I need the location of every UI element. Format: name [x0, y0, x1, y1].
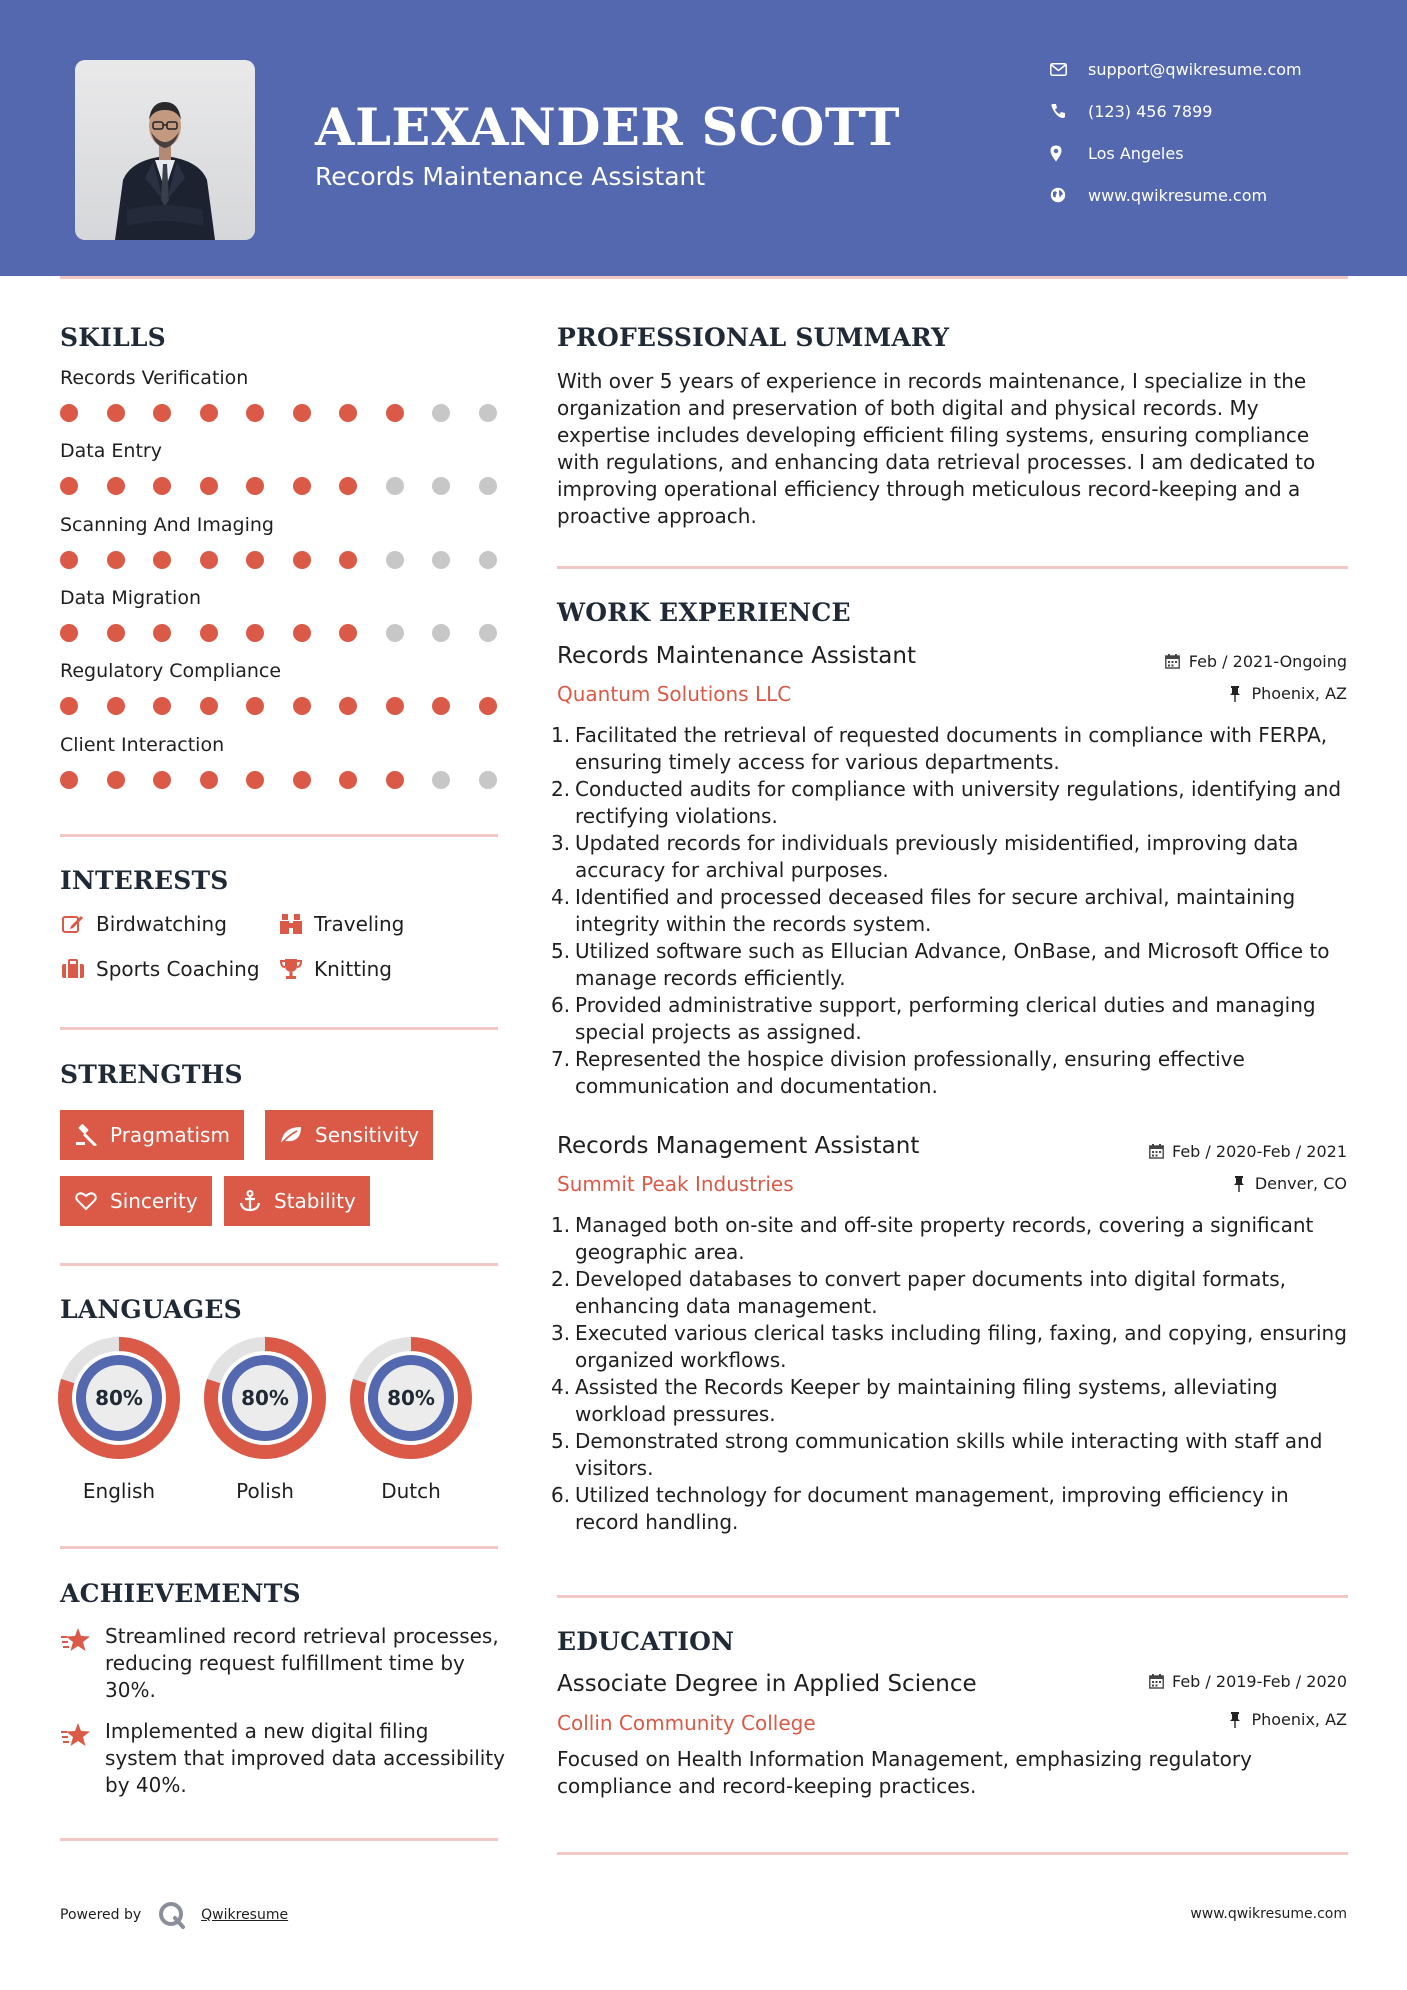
bullet-text: Conducted audits for compliance with university regulations, identifying and rectifying violations. — [575, 777, 1342, 828]
job-bullet — [551, 1320, 1357, 1374]
job-bullet — [551, 722, 1357, 776]
strength-label: Sincerity — [110, 1189, 198, 1213]
bullet-text: Utilized technology for document management, improving efficiency in record handling. — [575, 1483, 1289, 1534]
skill-dot-filled — [153, 551, 171, 569]
job-title: Records Management Assistant — [557, 1133, 920, 1159]
skill-dot-empty — [432, 771, 450, 789]
bullet-number: 2. — [551, 777, 571, 801]
skill-dot-empty — [432, 404, 450, 422]
resume-header — [0, 0, 1407, 276]
candidate-name: ALEXANDER SCOTT — [315, 98, 900, 158]
strength-badge — [60, 1110, 244, 1160]
job-bullet — [551, 1482, 1357, 1536]
skill-dot-filled — [200, 551, 218, 569]
skill-dot-filled — [200, 477, 218, 495]
strength-label: Stability — [274, 1189, 356, 1213]
interest-label: Sports Coaching — [96, 957, 260, 981]
language-ring — [350, 1337, 472, 1459]
footer-powered-by — [60, 1900, 288, 1930]
skill-dot-empty — [386, 551, 404, 569]
skill-name: Data Entry — [60, 440, 162, 463]
skill-dot-filled — [60, 477, 78, 495]
job-bullet — [551, 1266, 1357, 1320]
skill-dot-filled — [246, 697, 264, 715]
leaf-icon — [279, 1123, 303, 1147]
skill-dot-filled — [339, 404, 357, 422]
interest-item — [60, 911, 227, 937]
skill-dot-filled — [200, 771, 218, 789]
header-divider — [60, 276, 1348, 279]
bullet-number: 7. — [551, 1047, 571, 1071]
skill-dot-filled — [386, 697, 404, 715]
powered-by-text: Powered by — [60, 1907, 142, 1923]
bullet-text: Executed various clerical tasks including filing, faxing, and copying, ensuring organized workflows. — [575, 1321, 1347, 1372]
skill-dot-empty — [479, 404, 497, 422]
skill-dot-filled — [107, 771, 125, 789]
skill-dot-filled — [293, 771, 311, 789]
skill-dot-empty — [386, 477, 404, 495]
skill-name: Records Verification — [60, 367, 249, 389]
contact-email[interactable] — [1050, 56, 1390, 82]
skills-heading: SKILLS — [60, 323, 166, 352]
skill-dot-filled — [60, 404, 78, 422]
footer-website[interactable]: www.qwikresume.com — [1190, 1906, 1347, 1922]
education-description: Focused on Health Information Management, emphasizing regulatory compliance and record-keeping practices. — [557, 1747, 1252, 1798]
strengths-divider — [60, 1263, 498, 1266]
bullet-text: Facilitated the retrieval of requested documents in compliance with FERPA, ensuring timely access for various departments. — [575, 723, 1328, 774]
skill-dot-filled — [293, 624, 311, 642]
skill-name: Regulatory Compliance — [60, 660, 282, 683]
job-dates-text: Feb / 2020-Feb / 2021 — [1172, 1142, 1347, 1161]
strength-badge — [265, 1110, 433, 1160]
strength-badge — [224, 1176, 370, 1226]
skill-dot-empty — [432, 624, 450, 642]
strength-badge — [60, 1176, 212, 1226]
skill-dot-filled — [107, 477, 125, 495]
experience-divider — [557, 1595, 1348, 1598]
skill-dot-empty — [432, 551, 450, 569]
interests-divider — [60, 1027, 498, 1030]
job-title: Records Maintenance Assistant — [557, 643, 916, 669]
bullet-text: Developed databases to convert paper documents into digital formats, enhancing data management. — [575, 1267, 1287, 1318]
skill-dot-filled — [479, 697, 497, 715]
candidate-title: Records Maintenance Assistant — [315, 162, 706, 191]
contact-email-text: support@qwikresume.com — [1088, 59, 1302, 79]
bullet-number: 1. — [551, 723, 571, 747]
skill-dot-filled — [293, 477, 311, 495]
contact-website-text: www.qwikresume.com — [1088, 185, 1268, 205]
bullet-text: Represented the hospice division professionally, ensuring effective communication and documentation. — [575, 1047, 1245, 1098]
skill-dot-filled — [107, 404, 125, 422]
job-location-text: Phoenix, AZ — [1251, 684, 1347, 703]
bullet-text: Demonstrated strong communication skills while interacting with staff and visitors. — [575, 1429, 1323, 1480]
pushpin-icon — [1226, 1711, 1244, 1729]
star-badge-icon — [60, 1625, 92, 1655]
skill-rating — [60, 551, 500, 569]
contact-phone[interactable] — [1050, 98, 1390, 124]
interest-item — [60, 956, 260, 982]
bullet-number: 2. — [551, 1267, 571, 1291]
skill-dot-filled — [60, 624, 78, 642]
edit-icon — [60, 911, 86, 937]
skill-rating — [60, 624, 500, 642]
skill-dot-filled — [246, 477, 264, 495]
skill-dot-filled — [339, 551, 357, 569]
bullet-text: Utilized software such as Ellucian Advance, OnBase, and Microsoft Office to manage records efficiently. — [575, 939, 1330, 990]
skill-dot-filled — [339, 477, 357, 495]
job-dates-text: Feb / 2021-Ongoing — [1188, 652, 1347, 671]
bullet-number: 6. — [551, 1483, 571, 1507]
interest-label: Knitting — [314, 957, 392, 981]
education-heading: EDUCATION — [557, 1627, 735, 1656]
skill-dot-empty — [479, 551, 497, 569]
achievement-text: Streamlined record retrieval processes, reducing request fulfillment time by 30%. — [105, 1624, 499, 1702]
skill-dot-filled — [153, 477, 171, 495]
skill-rating — [60, 404, 500, 422]
language-item — [350, 1337, 472, 1503]
interests-heading: INTERESTS — [60, 866, 229, 895]
skill-dot-empty — [386, 624, 404, 642]
skill-dot-filled — [386, 404, 404, 422]
language-percent: 80% — [387, 1386, 435, 1410]
skill-name: Data Migration — [60, 586, 201, 609]
skill-dot-empty — [479, 771, 497, 789]
skill-name: Scanning And Imaging — [60, 513, 274, 536]
languages-heading: LANGUAGES — [60, 1295, 242, 1324]
contact-phone-text: (123) 456 7899 — [1088, 101, 1213, 121]
skill-rating — [60, 697, 500, 715]
skill-dot-filled — [339, 624, 357, 642]
calendar-icon — [1164, 653, 1182, 671]
job-bullet — [551, 1374, 1357, 1428]
experience-heading: WORK EXPERIENCE — [557, 598, 851, 627]
qwikresume-link[interactable]: Qwikresume — [201, 1907, 289, 1923]
interest-item — [278, 956, 392, 982]
language-name: Polish — [236, 1479, 294, 1503]
contact-website[interactable] — [1050, 182, 1390, 208]
bullet-text: Provided administrative support, performing clerical duties and managing special projects as assigned. — [575, 993, 1316, 1044]
job-bullet — [551, 938, 1357, 992]
language-name: English — [82, 1479, 156, 1503]
achievement-text: Implemented a new digital filing system that improved data accessibility by 40%. — [105, 1719, 505, 1797]
skill-dot-filled — [246, 771, 264, 789]
company-name: Summit Peak Industries — [557, 1172, 794, 1196]
skill-rating — [60, 771, 500, 789]
skill-dot-filled — [60, 697, 78, 715]
bullet-number: 3. — [551, 831, 571, 855]
skills-divider — [60, 834, 498, 837]
bullet-text: Updated records for individuals previously misidentified, improving data accuracy for archival purposes. — [575, 831, 1299, 882]
skill-dot-filled — [200, 697, 218, 715]
envelope-icon — [1050, 63, 1076, 76]
skill-dot-empty — [479, 477, 497, 495]
skill-dot-filled — [246, 404, 264, 422]
strength-label: Pragmatism — [110, 1123, 230, 1147]
bullet-text: Assisted the Records Keeper by maintaining filing systems, alleviating workload pressures. — [575, 1375, 1278, 1426]
skill-dot-filled — [246, 624, 264, 642]
heart-icon — [74, 1189, 98, 1213]
summary-heading: PROFESSIONAL SUMMARY — [557, 323, 950, 352]
summary-text: With over 5 years of experience in records maintenance, I specialize in the organization and preservation of both digital and physical records. My expertise includes developing efficient filing systems, ensuring compliance with regulations, and enhancing data retrieval processes. I am dedicated to improving operational efficiency through meticulous record-keeping and a proactive approach. — [557, 369, 1316, 528]
interest-label: Birdwatching — [96, 912, 227, 936]
binoculars-icon — [278, 911, 304, 937]
language-item — [58, 1337, 180, 1503]
school-name: Collin Community College — [557, 1711, 816, 1735]
skill-rating — [60, 477, 500, 495]
qwikresume-logo-icon — [157, 1900, 187, 1930]
job-location — [1226, 684, 1347, 703]
language-ring — [204, 1337, 326, 1459]
pushpin-icon — [1230, 1175, 1248, 1193]
profile-photo — [75, 60, 255, 240]
skill-dot-filled — [153, 771, 171, 789]
summary-divider — [557, 566, 1348, 569]
interest-item — [278, 911, 404, 937]
bullet-number: 4. — [551, 885, 571, 909]
language-item — [204, 1337, 326, 1503]
skill-dot-filled — [107, 551, 125, 569]
gavel-icon — [74, 1123, 98, 1147]
job-dates — [1164, 652, 1347, 671]
skill-dot-filled — [432, 697, 450, 715]
bullet-text: Managed both on-site and off-site property records, covering a significant geographic area. — [575, 1213, 1314, 1264]
skill-dot-filled — [200, 404, 218, 422]
skill-dot-filled — [293, 551, 311, 569]
contact-location-text: Los Angeles — [1088, 143, 1184, 163]
language-ring — [58, 1337, 180, 1459]
job-bullet — [551, 884, 1357, 938]
skill-dot-filled — [293, 697, 311, 715]
job-location — [1230, 1174, 1347, 1193]
globe-icon — [1050, 187, 1076, 203]
trophy-icon — [278, 956, 304, 982]
skill-dot-filled — [60, 551, 78, 569]
job-bullet — [551, 1212, 1357, 1266]
education-location-text: Phoenix, AZ — [1251, 1710, 1347, 1729]
skill-dot-filled — [339, 771, 357, 789]
skill-dot-filled — [246, 551, 264, 569]
bullet-number: 5. — [551, 1429, 571, 1453]
skill-dot-filled — [153, 697, 171, 715]
star-badge-icon — [60, 1720, 92, 1750]
job-bullet — [551, 992, 1357, 1046]
languages-divider — [60, 1546, 498, 1549]
bullet-number: 4. — [551, 1375, 571, 1399]
skill-dot-empty — [432, 477, 450, 495]
education-divider — [557, 1852, 1348, 1855]
job-bullet — [551, 776, 1357, 830]
skill-dot-filled — [153, 624, 171, 642]
bullet-text: Identified and processed deceased files for secure archival, maintaining integrity within the records system. — [575, 885, 1296, 936]
achievements-divider — [60, 1838, 498, 1841]
skill-dot-filled — [200, 624, 218, 642]
degree-title: Associate Degree in Applied Science — [557, 1671, 977, 1697]
interest-label: Traveling — [314, 912, 405, 936]
skill-dot-empty — [479, 624, 497, 642]
skill-name: Client Interaction — [60, 733, 225, 756]
job-bullet — [551, 1428, 1357, 1482]
contact-location — [1050, 140, 1390, 166]
briefcase-icon — [60, 956, 86, 982]
job-location-text: Denver, CO — [1254, 1174, 1347, 1193]
skill-dot-filled — [107, 624, 125, 642]
phone-icon — [1050, 103, 1076, 119]
language-percent: 80% — [241, 1386, 289, 1410]
pushpin-icon — [1226, 685, 1244, 703]
bullet-number: 3. — [551, 1321, 571, 1345]
education-dates-text: Feb / 2019-Feb / 2020 — [1172, 1672, 1347, 1691]
bullet-number: 6. — [551, 993, 571, 1017]
job-bullet — [551, 1046, 1357, 1100]
job-bullets — [551, 1212, 1357, 1536]
skill-dot-filled — [153, 404, 171, 422]
map-pin-icon — [1050, 145, 1076, 162]
education-location — [1226, 1710, 1347, 1729]
calendar-icon — [1147, 1673, 1165, 1691]
achievements-heading: ACHIEVEMENTS — [60, 1579, 301, 1608]
skill-dot-filled — [60, 771, 78, 789]
job-bullet — [551, 830, 1357, 884]
strengths-heading: STRENGTHS — [60, 1060, 243, 1089]
company-name: Quantum Solutions LLC — [557, 682, 792, 706]
education-dates — [1147, 1672, 1347, 1691]
language-percent: 80% — [95, 1386, 143, 1410]
skill-dot-filled — [107, 697, 125, 715]
skill-dot-filled — [386, 771, 404, 789]
skill-dot-filled — [293, 404, 311, 422]
strength-label: Sensitivity — [315, 1123, 420, 1147]
anchor-icon — [238, 1189, 262, 1213]
skill-dot-filled — [339, 697, 357, 715]
bullet-number: 5. — [551, 939, 571, 963]
bullet-number: 1. — [551, 1213, 571, 1237]
calendar-icon — [1147, 1143, 1165, 1161]
job-bullets — [551, 722, 1357, 1100]
language-name: Dutch — [381, 1479, 441, 1503]
job-dates — [1147, 1142, 1347, 1161]
